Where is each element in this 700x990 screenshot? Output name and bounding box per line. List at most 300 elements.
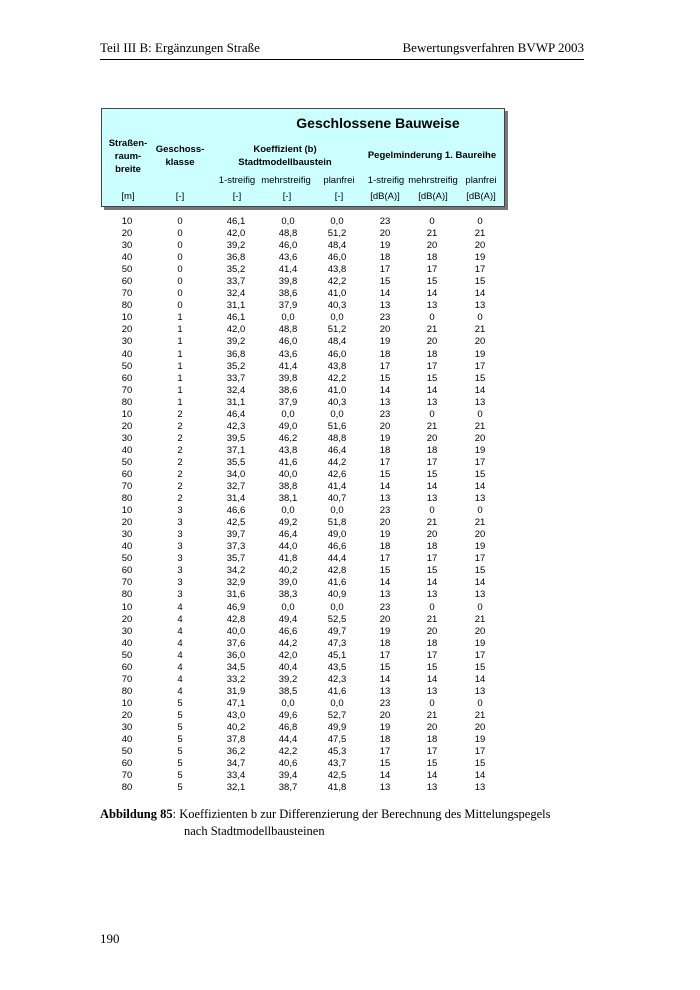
table-cell: 4	[177, 673, 183, 685]
table-cell: 15	[474, 565, 486, 577]
table-cell: 3	[177, 541, 183, 553]
table-row	[101, 445, 505, 457]
figure-caption	[100, 806, 600, 840]
table-cell: 80	[121, 396, 133, 408]
table-row	[101, 758, 505, 770]
table-cell: 0,0	[330, 505, 344, 517]
table-cell: 70	[121, 288, 133, 300]
table-cell: 18	[426, 252, 438, 264]
table-cell: 20	[121, 324, 133, 336]
table-cell: 37,3	[226, 541, 246, 553]
table-row	[101, 505, 505, 517]
table-cell: 33,4	[226, 770, 246, 782]
table-cell: 49,6	[278, 709, 298, 721]
table-cell: 0,0	[281, 601, 295, 613]
table-cell: 32,9	[226, 577, 246, 589]
table-cell: 17	[474, 649, 486, 661]
table-cell: 46,6	[327, 541, 347, 553]
table-cell: 1	[177, 372, 183, 384]
table-cell: 50	[121, 649, 133, 661]
table-cell: 0	[429, 408, 435, 420]
table-cell: 80	[121, 782, 133, 794]
table-cell: 60	[121, 372, 133, 384]
table-cell: 15	[379, 565, 391, 577]
table-cell: 43,6	[278, 252, 298, 264]
sub-header: mehrstreifig	[261, 175, 311, 186]
table-cell: 20	[426, 336, 438, 348]
table-row	[101, 240, 505, 252]
table-cell: 15	[379, 661, 391, 673]
table-cell: 18	[379, 541, 391, 553]
table-cell: 23	[379, 312, 391, 324]
table-cell: 0	[477, 216, 483, 227]
unit-label: [-]	[175, 191, 185, 202]
table-row	[101, 421, 505, 433]
table-cell: 10	[121, 216, 133, 227]
table-cell: 0,0	[281, 697, 295, 709]
table-cell: 0	[477, 408, 483, 420]
table-row	[101, 349, 505, 361]
table-cell: 10	[121, 505, 133, 517]
table-cell: 42,2	[327, 372, 347, 384]
table-cell: 30	[121, 625, 133, 637]
table-cell: 3	[177, 577, 183, 589]
table-cell: 41,8	[278, 553, 298, 565]
table-cell: 21	[474, 613, 486, 625]
table-cell: 4	[177, 601, 183, 613]
sub-header: planfrei	[323, 175, 355, 186]
table-cell: 13	[379, 685, 391, 697]
table-row	[101, 481, 505, 493]
table-cell: 13	[474, 782, 486, 794]
table-cell: 14	[379, 481, 391, 493]
table-cell: 0	[477, 601, 483, 613]
table-cell: 51,6	[327, 420, 347, 432]
table-cell: 17	[379, 456, 391, 468]
table-cell: 1	[177, 384, 183, 396]
table-cell: 42,2	[278, 746, 298, 758]
table-cell: 18	[379, 444, 391, 456]
table-cell: 20	[474, 625, 486, 637]
table-cell: 0,0	[330, 408, 344, 420]
table-cell: 48,4	[327, 336, 347, 348]
table-cell: 45,1	[327, 649, 347, 661]
table-cell: 14	[379, 384, 391, 396]
table-cell: 46,0	[278, 240, 298, 252]
table-cell: 17	[474, 746, 486, 758]
table-cell: 13	[379, 782, 391, 794]
table-cell: 37,9	[278, 396, 298, 408]
table-row	[101, 252, 505, 264]
table-cell: 18	[426, 348, 438, 360]
table-cell: 21	[426, 709, 438, 721]
sub-header: planfrei	[465, 175, 497, 186]
table-cell: 43,8	[278, 444, 298, 456]
table-cell: 40	[121, 541, 133, 553]
table-cell: 17	[379, 264, 391, 276]
table-cell: 0	[429, 312, 435, 324]
table-cell: 40	[121, 444, 133, 456]
table-cell: 39,0	[278, 577, 298, 589]
table-cell: 31,9	[226, 685, 246, 697]
table-cell: 15	[426, 468, 438, 480]
table-cell: 20	[426, 721, 438, 733]
table-cell: 1	[177, 324, 183, 336]
table-row	[101, 361, 505, 373]
table-cell: 19	[474, 348, 486, 360]
table-cell: 15	[426, 661, 438, 673]
table-cell: 41,4	[278, 360, 298, 372]
table-cell: 40,3	[327, 300, 347, 312]
table-cell: 18	[379, 637, 391, 649]
table-cell: 42,0	[226, 228, 246, 240]
table-cell: 42,3	[327, 673, 347, 685]
table-row	[101, 264, 505, 276]
table-row	[101, 457, 505, 469]
table-cell: 52,7	[327, 709, 347, 721]
table-cell: 32,7	[226, 481, 246, 493]
table-cell: 4	[177, 625, 183, 637]
table-cell: 0	[177, 264, 183, 276]
table-row	[101, 770, 505, 782]
sub-header: 1-streifig	[367, 175, 405, 186]
table-cell: 18	[426, 541, 438, 553]
table-cell: 10	[121, 697, 133, 709]
table-cell: 70	[121, 481, 133, 493]
table-cell: 3	[177, 517, 183, 529]
table-cell: 1	[177, 360, 183, 372]
table-row	[101, 782, 505, 794]
table-row	[101, 565, 505, 577]
col2-line: Geschoss-	[155, 144, 205, 155]
table-cell: 36,2	[226, 746, 246, 758]
table-cell: 41,4	[327, 481, 347, 493]
table-cell: 20	[426, 240, 438, 252]
table-cell: 43,6	[278, 348, 298, 360]
table-cell: 14	[379, 673, 391, 685]
table-cell: 50	[121, 746, 133, 758]
table-cell: 20	[379, 709, 391, 721]
table-cell: 14	[426, 770, 438, 782]
unit-label: [-]	[232, 191, 242, 202]
table-cell: 21	[474, 517, 486, 529]
col1-line: breite	[115, 164, 141, 175]
table-title: Geschlossene Bauweise	[296, 115, 460, 131]
table-cell: 18	[426, 444, 438, 456]
table-cell: 40,2	[278, 565, 298, 577]
table-cell: 15	[474, 468, 486, 480]
table-cell: 60	[121, 276, 133, 288]
table-cell: 47,3	[327, 637, 347, 649]
table-cell: 36,8	[226, 252, 246, 264]
table-cell: 41,4	[278, 264, 298, 276]
table-cell: 17	[426, 649, 438, 661]
table-cell: 21	[426, 228, 438, 240]
table-cell: 20	[474, 240, 486, 252]
table-cell: 32,4	[226, 384, 246, 396]
table-cell: 20	[474, 721, 486, 733]
table-cell: 4	[177, 685, 183, 697]
table-cell: 10	[121, 408, 133, 420]
table-cell: 35,7	[226, 553, 246, 565]
table-row	[101, 529, 505, 541]
table-cell: 42,2	[327, 276, 347, 288]
table-cell: 0	[477, 312, 483, 324]
table-cell: 17	[426, 746, 438, 758]
table-cell: 5	[177, 746, 183, 758]
table-cell: 20	[426, 432, 438, 444]
table-cell: 21	[474, 228, 486, 240]
table-cell: 49,0	[278, 420, 298, 432]
table-cell: 30	[121, 721, 133, 733]
table-cell: 1	[177, 348, 183, 360]
table-cell: 19	[379, 432, 391, 444]
table-cell: 3	[177, 589, 183, 601]
table-cell: 48,8	[278, 324, 298, 336]
table-cell: 60	[121, 468, 133, 480]
table-cell: 46,0	[278, 336, 298, 348]
table-cell: 20	[426, 529, 438, 541]
table-cell: 17	[379, 746, 391, 758]
table-cell: 43,8	[327, 360, 347, 372]
table-cell: 70	[121, 384, 133, 396]
table-cell: 50	[121, 553, 133, 565]
table-cell: 15	[379, 468, 391, 480]
table-cell: 41,6	[327, 577, 347, 589]
table-cell: 14	[474, 288, 486, 300]
table-cell: 20	[379, 228, 391, 240]
table-cell: 17	[474, 456, 486, 468]
table-cell: 40,9	[327, 589, 347, 601]
page-number: 190	[100, 931, 120, 946]
table-cell: 44,2	[278, 637, 298, 649]
table-cell: 15	[379, 372, 391, 384]
table-cell: 43,5	[327, 661, 347, 673]
table-cell: 48,4	[327, 240, 347, 252]
table-cell: 13	[426, 396, 438, 408]
table-cell: 40	[121, 252, 133, 264]
table-cell: 0	[429, 601, 435, 613]
table-cell: 41,6	[278, 456, 298, 468]
table-cell: 2	[177, 420, 183, 432]
table-cell: 0,0	[330, 312, 344, 324]
table-cell: 43,0	[226, 709, 246, 721]
table-row	[101, 324, 505, 336]
table-cell: 46,2	[278, 432, 298, 444]
table-cell: 39,5	[226, 432, 246, 444]
header-right: Bewertungsverfahren BVWP 2003	[402, 40, 584, 55]
table-cell: 10	[121, 312, 133, 324]
table-cell: 19	[379, 625, 391, 637]
table-cell: 38,6	[278, 384, 298, 396]
table-row	[101, 662, 505, 674]
table-cell: 34,2	[226, 565, 246, 577]
table-cell: 38,1	[278, 493, 298, 505]
table-cell: 5	[177, 721, 183, 733]
table-cell: 18	[379, 252, 391, 264]
table-cell: 37,8	[226, 734, 246, 746]
table-cell: 45,3	[327, 746, 347, 758]
table-cell: 43,7	[327, 758, 347, 770]
table-cell: 40,7	[327, 493, 347, 505]
table-cell: 70	[121, 770, 133, 782]
table-cell: 49,7	[327, 625, 347, 637]
table-cell: 47,5	[327, 734, 347, 746]
table-cell: 17	[379, 553, 391, 565]
table-cell: 13	[474, 685, 486, 697]
table-cell: 15	[426, 758, 438, 770]
table-cell: 49,2	[278, 517, 298, 529]
caption-line2: nach Stadtmodellbausteinen	[184, 824, 325, 838]
table-cell: 20	[121, 420, 133, 432]
table-cell: 0,0	[281, 312, 295, 324]
table-cell: 5	[177, 697, 183, 709]
table-row	[101, 517, 505, 529]
table-cell: 39,8	[278, 372, 298, 384]
table-cell: 48,8	[327, 432, 347, 444]
table-cell: 15	[426, 372, 438, 384]
unit-label: [-]	[282, 191, 292, 202]
table-cell: 46,1	[226, 312, 246, 324]
table-cell: 20	[121, 228, 133, 240]
table-cell: 14	[474, 384, 486, 396]
table-cell: 18	[379, 348, 391, 360]
table-cell: 19	[379, 336, 391, 348]
table-cell: 40	[121, 637, 133, 649]
table-cell: 35,2	[226, 360, 246, 372]
table-cell: 20	[379, 324, 391, 336]
table-cell: 30	[121, 432, 133, 444]
table-cell: 13	[426, 589, 438, 601]
table-cell: 33,2	[226, 673, 246, 685]
table-cell: 13	[474, 493, 486, 505]
table-cell: 31,4	[226, 493, 246, 505]
table-cell: 20	[474, 529, 486, 541]
table-cell: 13	[379, 396, 391, 408]
table-row	[101, 638, 505, 650]
table-cell: 32,1	[226, 782, 246, 794]
table-cell: 35,5	[226, 456, 246, 468]
table-cell: 21	[474, 709, 486, 721]
sub-header: 1-streifig	[218, 175, 256, 186]
table-cell: 13	[426, 685, 438, 697]
table-cell: 5	[177, 758, 183, 770]
table-row	[101, 228, 505, 240]
table-cell: 0,0	[281, 408, 295, 420]
col-geschossklasse-header	[154, 143, 206, 169]
table-cell: 0,0	[330, 601, 344, 613]
table-row	[101, 216, 505, 228]
table-cell: 0	[177, 300, 183, 312]
table-cell: 60	[121, 565, 133, 577]
table-cell: 80	[121, 685, 133, 697]
table-row	[101, 397, 505, 409]
table-cell: 0	[177, 228, 183, 240]
table-cell: 14	[474, 481, 486, 493]
table-cell: 17	[474, 264, 486, 276]
group-koeff-line: Koeffizient (b)	[253, 144, 317, 155]
table-cell: 21	[426, 517, 438, 529]
table-cell: 46,8	[278, 721, 298, 733]
table-cell: 34,7	[226, 758, 246, 770]
table-cell: 0	[177, 288, 183, 300]
table-cell: 20	[474, 336, 486, 348]
table-cell: 49,0	[327, 529, 347, 541]
table-cell: 42,8	[226, 613, 246, 625]
table-row	[101, 493, 505, 505]
table-cell: 13	[426, 300, 438, 312]
table-cell: 46,0	[327, 348, 347, 360]
table-cell: 51,2	[327, 228, 347, 240]
table-cell: 14	[426, 577, 438, 589]
table-cell: 15	[379, 758, 391, 770]
table-cell: 49,4	[278, 613, 298, 625]
table-row	[101, 276, 505, 288]
table-cell: 50	[121, 264, 133, 276]
table-cell: 23	[379, 697, 391, 709]
table-cell: 0,0	[330, 216, 344, 227]
table-cell: 60	[121, 758, 133, 770]
table-cell: 20	[379, 517, 391, 529]
sub-header: mehrstreifig	[408, 175, 458, 186]
table-cell: 42,8	[327, 565, 347, 577]
table-cell: 35,2	[226, 264, 246, 276]
table-cell: 17	[379, 360, 391, 372]
table-cell: 20	[379, 420, 391, 432]
table-cell: 19	[474, 252, 486, 264]
table-cell: 50	[121, 360, 133, 372]
table-cell: 41,0	[327, 384, 347, 396]
table-cell: 38,5	[278, 685, 298, 697]
table-cell: 17	[426, 360, 438, 372]
table-cell: 31,1	[226, 396, 246, 408]
table-row	[101, 541, 505, 553]
table-row	[101, 336, 505, 348]
table-cell: 34,0	[226, 468, 246, 480]
table-cell: 39,4	[278, 770, 298, 782]
table-cell: 47,1	[226, 697, 246, 709]
table-cell: 1	[177, 396, 183, 408]
table-cell: 13	[379, 493, 391, 505]
table-cell: 14	[379, 770, 391, 782]
table-cell: 42,0	[278, 649, 298, 661]
table-cell: 15	[426, 276, 438, 288]
table-cell: 14	[379, 577, 391, 589]
group-pegelminderung-header: Pegelminderung 1. Baureihe	[367, 150, 497, 161]
table-cell: 46,6	[278, 625, 298, 637]
table-cell: 5	[177, 734, 183, 746]
table-cell: 2	[177, 456, 183, 468]
table-cell: 33,7	[226, 276, 246, 288]
table-cell: 80	[121, 300, 133, 312]
col2-line: klasse	[165, 157, 195, 168]
table-cell: 13	[379, 589, 391, 601]
table-cell: 40,6	[278, 758, 298, 770]
table-cell: 19	[379, 240, 391, 252]
table-cell: 46,1	[226, 216, 246, 227]
table-row	[101, 409, 505, 421]
table-cell: 40	[121, 348, 133, 360]
table-cell: 10	[121, 601, 133, 613]
table-cell: 14	[474, 770, 486, 782]
table-cell: 13	[474, 589, 486, 601]
table-cell: 32,4	[226, 288, 246, 300]
table-row	[101, 746, 505, 758]
table-cell: 19	[379, 529, 391, 541]
table-cell: 2	[177, 493, 183, 505]
table-cell: 50	[121, 456, 133, 468]
table-cell: 39,7	[226, 529, 246, 541]
